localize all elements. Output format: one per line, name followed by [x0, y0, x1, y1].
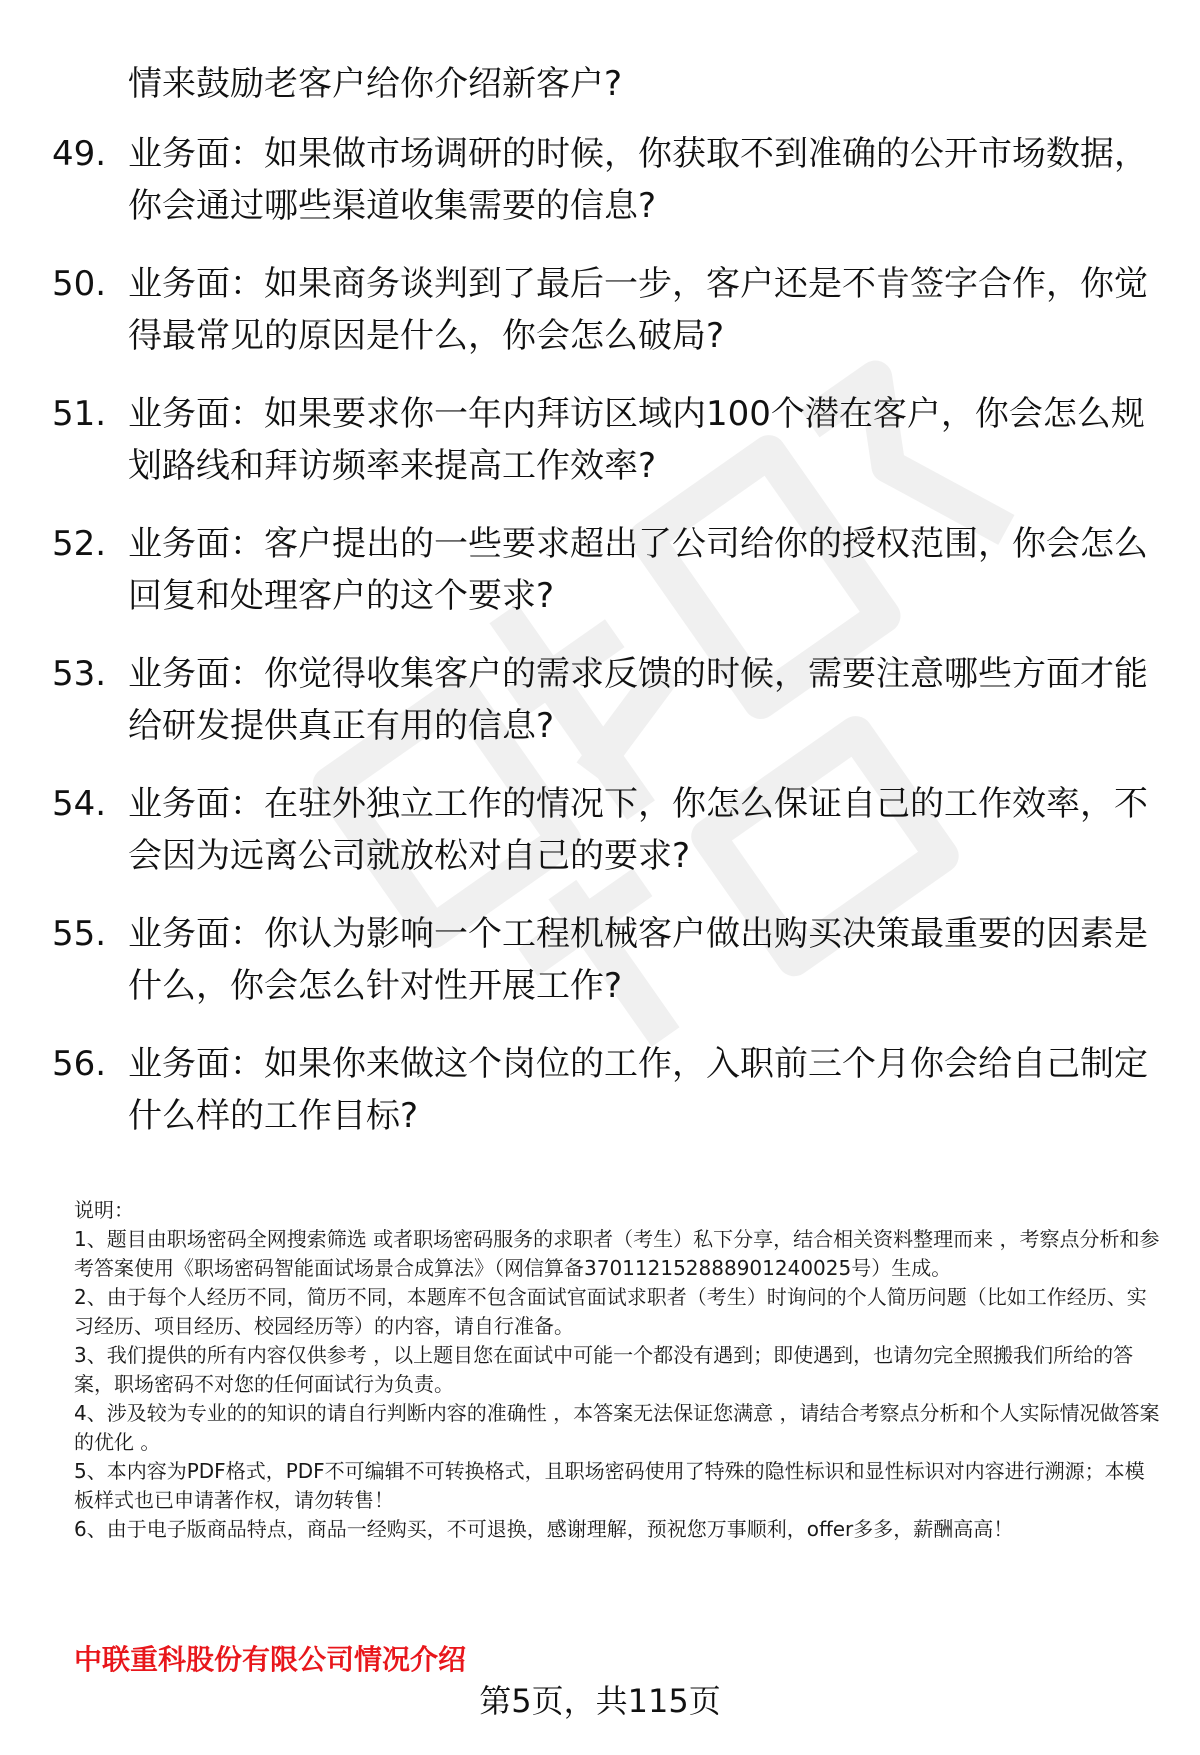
question-number: 49.: [52, 134, 107, 174]
note-item: 3、我们提供的所有内容仅供参考 ，以上题目您在面试中可能一个都没有遇到；即使遇到，也请勿完全照搬我们所给的答案，职场密码不对您的任何面试行为负责。: [74, 1343, 1134, 1396]
page-number: 第5页，共115页: [479, 1682, 721, 1720]
notes-heading: 说明：: [74, 1198, 134, 1222]
question-text: 业务面：客户提出的一些要求超出了公司给你的授权范围，你会怎么回复和处理客户的这个要求?: [128, 524, 1148, 616]
question-item: [52, 388, 1152, 492]
question-item: [52, 128, 1152, 232]
question-text: 业务面：如果做市场调研的时候，你获取不到准确的公开市场数据，你会通过哪些渠道收集需要的信息?: [128, 134, 1148, 226]
note-item: 1、题目由职场密码全网搜索筛选 或者职场密码服务的求职者（考生）私下分享，结合相关资料整理而来 ，考察点分析和参考答案使用《职场密码智能面试场景合成算法》（网信算备370112152888901240025号）生成。: [74, 1227, 1160, 1280]
question-number: 53.: [52, 654, 107, 694]
company-intro-heading: 中联重科股份有限公司情况介绍: [74, 1643, 467, 1676]
question-text: 业务面：如果要求你一年内拜访区域内100个潜在客户，你会怎么规划路线和拜访频率来提高工作效率?: [128, 394, 1145, 486]
question-item: [52, 518, 1152, 622]
question-item: [52, 778, 1152, 882]
question-text: 业务面：在驻外独立工作的情况下，你怎么保证自己的工作效率，不会因为远离公司就放松对自己的要求?: [128, 784, 1148, 876]
question-item: [52, 258, 1152, 362]
question-item: [52, 1038, 1152, 1142]
question-number: 55.: [52, 914, 107, 954]
note-item: 5、本内容为PDF格式，PDF不可编辑不可转换格式，且职场密码使用了特殊的隐性标识和显性标识对内容进行溯源；本模板样式也已申请著作权，请勿转售！: [74, 1459, 1145, 1512]
question-number: 54.: [52, 784, 107, 824]
question-number: 50.: [52, 264, 107, 304]
disclaimer-notes: [74, 1196, 1164, 1544]
question-number: 52.: [52, 524, 107, 564]
note-item: 4、涉及较为专业的的知识的请自行判断内容的准确性 ，本答案无法保证您满意 ，请结合考察点分析和个人实际情况做答案的优化 。: [74, 1401, 1160, 1454]
question-continuation: 情来鼓励老客户给你介绍新客户?: [128, 64, 623, 104]
question-item: [52, 908, 1152, 1012]
question-text: 业务面：如果商务谈判到了最后一步，客户还是不肯签字合作，你觉得最常见的原因是什么，你会怎么破局?: [128, 264, 1148, 356]
question-number: 56.: [52, 1044, 107, 1084]
question-text: 业务面：你认为影响一个工程机械客户做出购买决策最重要的因素是什么，你会怎么针对性开展工作?: [128, 914, 1148, 1006]
question-text: 业务面：如果你来做这个岗位的工作，入职前三个月你会给自己制定什么样的工作目标?: [128, 1044, 1148, 1136]
question-number: 51.: [52, 394, 107, 434]
note-item: 2、由于每个人经历不同，简历不同，本题库不包含面试官面试求职者（考生）时询问的个人简历问题（比如工作经历、实习经历、项目经历、校园经历等）的内容，请自行准备。: [74, 1285, 1147, 1338]
question-text: 业务面：你觉得收集客户的需求反馈的时候，需要注意哪些方面才能给研发提供真正有用的信息?: [128, 654, 1148, 746]
question-item: [52, 648, 1152, 752]
note-item: 6、由于电子版商品特点，商品一经购买，不可退换，感谢理解，预祝您万事顺利，offer多多，薪酬高高！: [74, 1517, 1014, 1541]
